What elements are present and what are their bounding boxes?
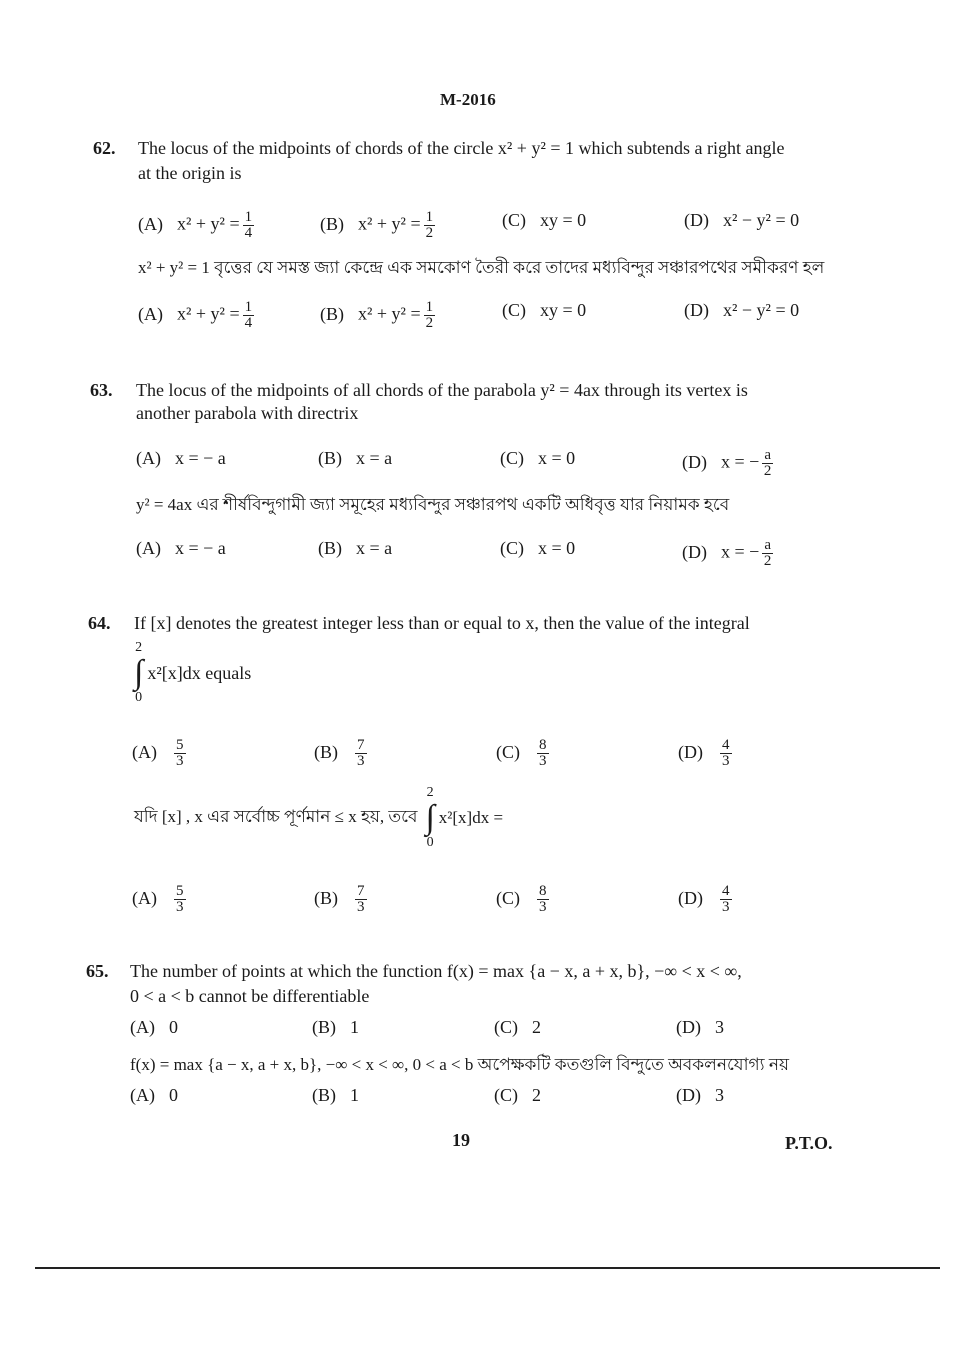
option-label: (A) xyxy=(130,1017,155,1037)
fraction xyxy=(424,300,436,331)
option-a[interactable] xyxy=(130,1085,178,1106)
option-label: (C) xyxy=(502,210,526,230)
option-label: (D) xyxy=(676,1017,701,1037)
upper-limit: 2 xyxy=(426,785,434,800)
numerator: 5 xyxy=(176,883,184,899)
option-expression: 0 xyxy=(169,1085,178,1105)
question-number: 62. xyxy=(93,138,116,158)
question-text: at the origin is xyxy=(138,163,242,183)
option-label: (B) xyxy=(314,887,338,908)
option-expression: 2 xyxy=(532,1017,541,1037)
option-a[interactable] xyxy=(138,300,254,331)
option-b[interactable] xyxy=(312,1085,359,1106)
option-expression: x² − y² = 0 xyxy=(723,300,800,320)
option-expression: x² + y² = xyxy=(358,213,421,234)
denominator: 4 xyxy=(244,225,253,241)
bengali-question-text: x² + y² = 1 বৃত্তের যে সমস্ত জ্যা কেন্দ্রে এক সমকোণ তৈরী করে তাদের মধ্যবিন্দুর সঞ্চারপথের সমীকরণ হল xyxy=(138,258,825,277)
option-label: (A) xyxy=(136,448,161,468)
integral-sign xyxy=(134,640,143,706)
option-b[interactable] xyxy=(312,1017,359,1038)
option-expression: x² + y² = xyxy=(358,303,421,324)
option-b[interactable] xyxy=(314,738,367,769)
fraction xyxy=(720,738,732,769)
option-expression: x = − xyxy=(721,541,760,562)
option-expression: x² − y² = 0 xyxy=(723,210,800,230)
option-expression: x = 0 xyxy=(538,538,576,558)
integral-symbol-icon: ∫ xyxy=(134,654,144,691)
option-label: (D) xyxy=(676,1085,701,1105)
denominator: 2 xyxy=(425,225,434,241)
option-expression: x = 0 xyxy=(538,448,576,468)
option-b[interactable] xyxy=(320,300,435,331)
option-c[interactable] xyxy=(494,1017,541,1038)
option-b[interactable] xyxy=(314,884,367,915)
bottom-rule xyxy=(35,1267,940,1269)
option-a[interactable] xyxy=(136,538,226,559)
option-expression: x = − a xyxy=(175,448,226,468)
numerator: 5 xyxy=(176,737,184,753)
upper-limit: 2 xyxy=(135,640,143,655)
option-label: (B) xyxy=(318,448,342,468)
option-label: (D) xyxy=(682,451,707,472)
option-expression: x = − xyxy=(721,451,760,472)
fraction xyxy=(762,448,773,479)
option-expression: x = a xyxy=(356,538,393,558)
denominator: 2 xyxy=(763,463,772,479)
option-a[interactable] xyxy=(130,1017,178,1038)
fraction xyxy=(355,738,367,769)
denominator: 3 xyxy=(722,899,730,915)
numerator: a xyxy=(764,447,771,463)
integral xyxy=(134,640,251,706)
fraction xyxy=(537,884,549,915)
option-label: (C) xyxy=(496,741,520,762)
numerator: 7 xyxy=(357,737,365,753)
option-label: (D) xyxy=(684,300,709,320)
question-text: The number of points at which the function f(x) = max {a − x, a + x, b}, −∞ < x < ∞, xyxy=(130,961,742,981)
option-d[interactable] xyxy=(684,210,799,231)
option-expression: xy = 0 xyxy=(540,210,587,230)
option-expression: 1 xyxy=(350,1017,359,1037)
option-expression: 2 xyxy=(532,1085,541,1105)
option-label: (D) xyxy=(684,210,709,230)
numerator: 1 xyxy=(244,209,253,225)
option-label: (C) xyxy=(494,1085,518,1105)
option-label: (C) xyxy=(496,887,520,908)
option-label: (C) xyxy=(502,300,526,320)
numerator: 4 xyxy=(722,883,730,899)
option-b[interactable] xyxy=(318,538,392,559)
option-label: (B) xyxy=(312,1017,336,1037)
denominator: 3 xyxy=(539,753,547,769)
option-d[interactable] xyxy=(676,1017,724,1038)
fraction xyxy=(537,738,549,769)
option-c[interactable] xyxy=(502,300,586,321)
numerator: a xyxy=(764,537,771,553)
option-label: (B) xyxy=(320,303,344,324)
integrand: x²[x]dx equals xyxy=(147,662,252,683)
page-number: 19 xyxy=(452,1130,470,1150)
bengali-question-text: f(x) = max {a − x, a + x, b}, −∞ < x < ∞, 0 < a < b অপেক্ষকটি কতগুলি বিন্দুতে অবকলনযোগ্য নয় xyxy=(130,1055,790,1074)
bengali-question-text: y² = 4ax এর শীর্ষবিন্দুগামী জ্যা সমূহের মধ্যবিন্দুর সঞ্চারপথ একটি অধিবৃত্ত যার নিয়ামক হবে xyxy=(136,495,730,514)
option-c[interactable] xyxy=(500,448,575,469)
fraction xyxy=(174,738,186,769)
fraction xyxy=(762,538,773,569)
option-label: (A) xyxy=(136,538,161,558)
question-number: 63. xyxy=(90,380,113,400)
option-d[interactable] xyxy=(684,300,799,321)
question-text: The locus of the midpoints of all chords of the parabola y² = 4ax through its vertex is xyxy=(136,380,748,400)
lower-limit: 0 xyxy=(426,835,434,850)
option-a[interactable] xyxy=(132,884,186,915)
option-expression: x² + y² = xyxy=(177,303,240,324)
option-c[interactable] xyxy=(496,884,549,915)
denominator: 3 xyxy=(176,899,184,915)
fraction xyxy=(243,210,255,241)
option-label: (B) xyxy=(320,213,344,234)
option-c[interactable] xyxy=(500,538,575,559)
fraction xyxy=(424,210,436,241)
option-expression: x = a xyxy=(356,448,393,468)
denominator: 3 xyxy=(176,753,184,769)
fraction xyxy=(174,884,186,915)
question-number: 65. xyxy=(86,961,109,981)
option-label: (A) xyxy=(130,1085,155,1105)
integral-sign xyxy=(425,785,434,851)
option-expression: x² + y² = xyxy=(177,213,240,234)
option-label: (C) xyxy=(494,1017,518,1037)
option-c[interactable] xyxy=(502,210,586,231)
question-text: If [x] denotes the greatest integer less than or equal to x, then the value of the integral xyxy=(134,613,750,633)
option-d[interactable] xyxy=(676,1085,724,1106)
denominator: 4 xyxy=(244,315,253,331)
fraction xyxy=(720,884,732,915)
option-expression: 3 xyxy=(715,1085,724,1105)
option-label: (C) xyxy=(500,538,524,558)
integrand: x²[x]dx = xyxy=(438,808,504,827)
option-label: (D) xyxy=(678,887,703,908)
fraction xyxy=(243,300,255,331)
denominator: 3 xyxy=(357,753,365,769)
option-label: (B) xyxy=(314,741,338,762)
option-c[interactable] xyxy=(496,738,549,769)
lower-limit: 0 xyxy=(135,690,143,705)
question-number: 64. xyxy=(88,613,111,633)
denominator: 3 xyxy=(539,899,547,915)
numerator: 4 xyxy=(722,737,730,753)
fraction xyxy=(355,884,367,915)
option-expression: 0 xyxy=(169,1017,178,1037)
option-expression: 3 xyxy=(715,1017,724,1037)
numerator: 8 xyxy=(539,737,547,753)
option-label: (A) xyxy=(132,741,157,762)
bengali-question-text xyxy=(134,785,503,851)
option-a[interactable] xyxy=(136,448,226,469)
option-expression: x = − a xyxy=(175,538,226,558)
option-label: (A) xyxy=(138,213,163,234)
numerator: 8 xyxy=(539,883,547,899)
denominator: 2 xyxy=(425,315,434,331)
option-label: (A) xyxy=(138,303,163,324)
denominator: 3 xyxy=(357,899,365,915)
bengali-text: যদি [x] , x এর সর্বোচ্চ পূর্ণমান ≤ x হয়, তবে xyxy=(134,807,418,826)
numerator: 7 xyxy=(357,883,365,899)
option-a[interactable] xyxy=(138,210,254,241)
denominator: 3 xyxy=(722,753,730,769)
option-b[interactable] xyxy=(318,448,392,469)
question-integral xyxy=(134,640,251,706)
numerator: 1 xyxy=(244,299,253,315)
question-text: another parabola with directrix xyxy=(136,403,359,423)
option-label: (C) xyxy=(500,448,524,468)
question-text: The locus of the midpoints of chords of the circle x² + y² = 1 which subtends a right angle xyxy=(138,138,785,158)
integral xyxy=(425,785,503,851)
option-expression: xy = 0 xyxy=(540,300,587,320)
option-label: (D) xyxy=(678,741,703,762)
option-label: (B) xyxy=(318,538,342,558)
option-c[interactable] xyxy=(494,1085,541,1106)
option-expression: 1 xyxy=(350,1085,359,1105)
paper-code: M-2016 xyxy=(440,90,496,109)
option-b[interactable] xyxy=(320,210,435,241)
option-d[interactable] xyxy=(678,738,732,769)
pto-label: P.T.O. xyxy=(785,1133,833,1153)
option-label: (D) xyxy=(682,541,707,562)
option-a[interactable] xyxy=(132,738,186,769)
option-d[interactable] xyxy=(682,448,773,479)
option-d[interactable] xyxy=(678,884,732,915)
option-d[interactable] xyxy=(682,538,773,569)
numerator: 1 xyxy=(425,209,434,225)
numerator: 1 xyxy=(425,299,434,315)
option-label: (A) xyxy=(132,887,157,908)
option-label: (B) xyxy=(312,1085,336,1105)
denominator: 2 xyxy=(763,553,772,569)
integral-symbol-icon: ∫ xyxy=(425,799,435,836)
question-text: 0 < a < b cannot be differentiable xyxy=(130,986,370,1006)
